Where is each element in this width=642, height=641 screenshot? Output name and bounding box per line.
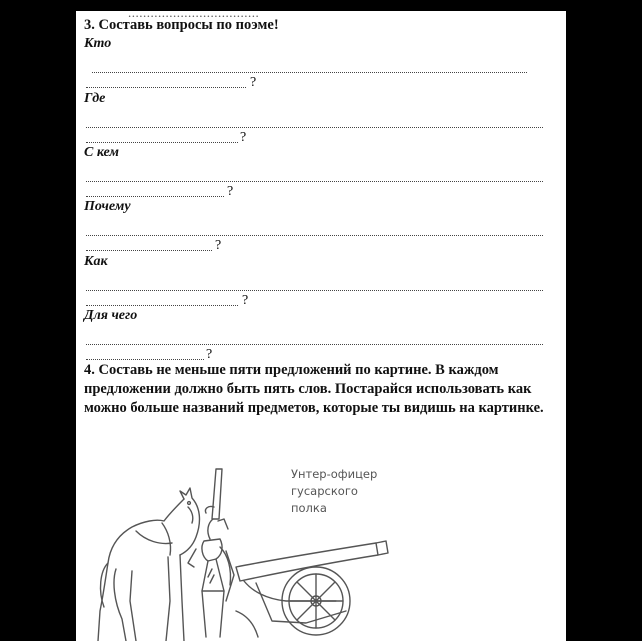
question-kak — [84, 254, 549, 309]
question-mark: ? — [242, 293, 249, 308]
answer-line-end[interactable] — [84, 182, 549, 200]
question-mark: ? — [227, 184, 234, 199]
caption-line: гусарского — [291, 484, 358, 498]
question-word: Кто — [84, 36, 112, 51]
question-gde — [84, 91, 549, 146]
hussar-soldier-icon — [188, 469, 234, 637]
question-mark: ? — [215, 238, 222, 253]
question-mark: ? — [250, 75, 257, 90]
question-mark: ? — [206, 347, 213, 362]
caption-line: Унтер-офицер — [291, 467, 378, 481]
worksheet-page — [76, 11, 566, 641]
question-word: Как — [84, 254, 108, 269]
previous-answer-line: ................................... — [128, 11, 260, 20]
answer-line[interactable] — [86, 270, 543, 291]
question-mark: ? — [240, 130, 247, 145]
question-word: Где — [84, 91, 106, 106]
task-4-text: 4. Составь не меньше пяти предложений по картине. В каждом предложении должно быть пять слов. Постарайся использовать как можно больше названий предметов, которые ты видишь на картинке. — [84, 362, 544, 416]
task-3-title: 3. Составь вопросы по поэме! — [84, 17, 279, 33]
question-word: Для чего — [84, 308, 138, 323]
question-word: С кем — [84, 145, 119, 160]
caption-line: полка — [291, 501, 327, 515]
answer-line[interactable] — [86, 215, 543, 236]
question-kto — [84, 36, 549, 91]
answer-line[interactable] — [86, 107, 543, 128]
cannon-icon — [236, 541, 388, 637]
answer-line[interactable] — [86, 324, 543, 345]
question-word: Почему — [84, 199, 131, 214]
answer-line-end[interactable] — [84, 236, 549, 254]
illustration-caption — [291, 466, 377, 517]
question-pochemu — [84, 199, 549, 254]
answer-line-end[interactable] — [84, 73, 549, 91]
answer-line-end[interactable] — [84, 128, 549, 146]
answer-line-end[interactable] — [84, 291, 549, 309]
question-dlya-chego — [84, 308, 549, 363]
answer-line[interactable] — [86, 161, 543, 182]
horse-icon — [98, 488, 199, 641]
question-s-kem — [84, 145, 549, 200]
answer-line[interactable] — [92, 52, 527, 73]
